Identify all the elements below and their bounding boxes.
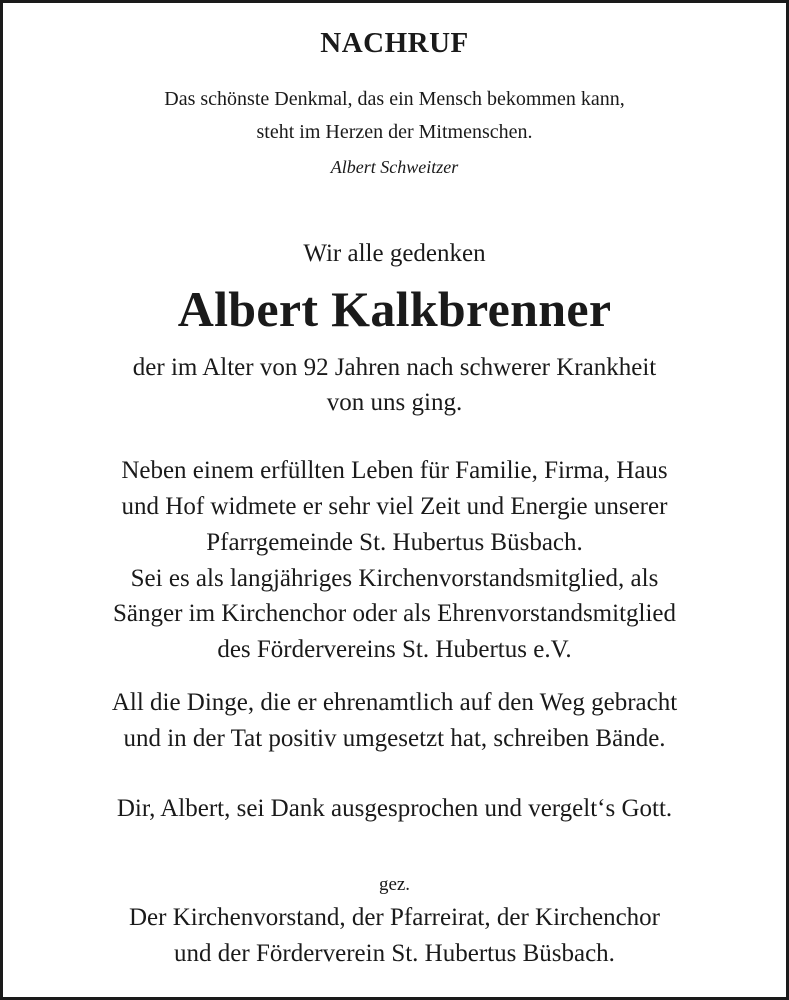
signature-gez: gez. bbox=[378, 874, 411, 895]
intro-text: Wir alle gedenken bbox=[303, 240, 486, 267]
age-line-1: der im Alter von 92 Jahren nach schwerer Krankheit bbox=[132, 354, 657, 381]
quote-author: Albert Schweitzer bbox=[330, 157, 459, 177]
quote-line-2: steht im Herzen der Mitmenschen. bbox=[256, 121, 533, 143]
paragraph1-line-2: und Hof widmete er sehr viel Zeit und Energie unserer bbox=[121, 493, 668, 520]
paragraph1-line-4: Sei es als langjähriges Kirchenvorstandsmitglied, als bbox=[130, 565, 659, 592]
signature-line-2: und der Förderverein St. Hubertus Büsbach. bbox=[174, 940, 615, 967]
paragraph2-line-2: und in der Tat positiv umgesetzt hat, schreiben Bände. bbox=[123, 725, 666, 752]
age-line-2: von uns ging. bbox=[326, 389, 463, 416]
paragraph1-line-5: Sänger im Kirchenchor oder als Ehrenvorstandsmitglied bbox=[112, 600, 677, 627]
thanks-line: Dir, Albert, sei Dank ausgesprochen und vergelt‘s Gott. bbox=[116, 795, 673, 822]
deceased-name: Albert Kalkbrenner bbox=[177, 281, 612, 337]
paragraph1-line-6: des Fördervereins St. Hubertus e.V. bbox=[217, 636, 572, 663]
quote-line-1: Das schönste Denkmal, das ein Mensch bekommen kann, bbox=[164, 88, 625, 110]
notice-title: NACHRUF bbox=[320, 27, 469, 59]
signature-line-1: Der Kirchenvorstand, der Pfarreirat, der Kirchenchor bbox=[128, 904, 660, 931]
paragraph1-line-1: Neben einem erfüllten Leben für Familie, Firma, Haus bbox=[121, 457, 668, 484]
paragraph1-line-3: Pfarrgemeinde St. Hubertus Büsbach. bbox=[206, 529, 583, 556]
paragraph2-line-1: All die Dinge, die er ehrenamtlich auf den Weg gebracht bbox=[111, 689, 678, 716]
